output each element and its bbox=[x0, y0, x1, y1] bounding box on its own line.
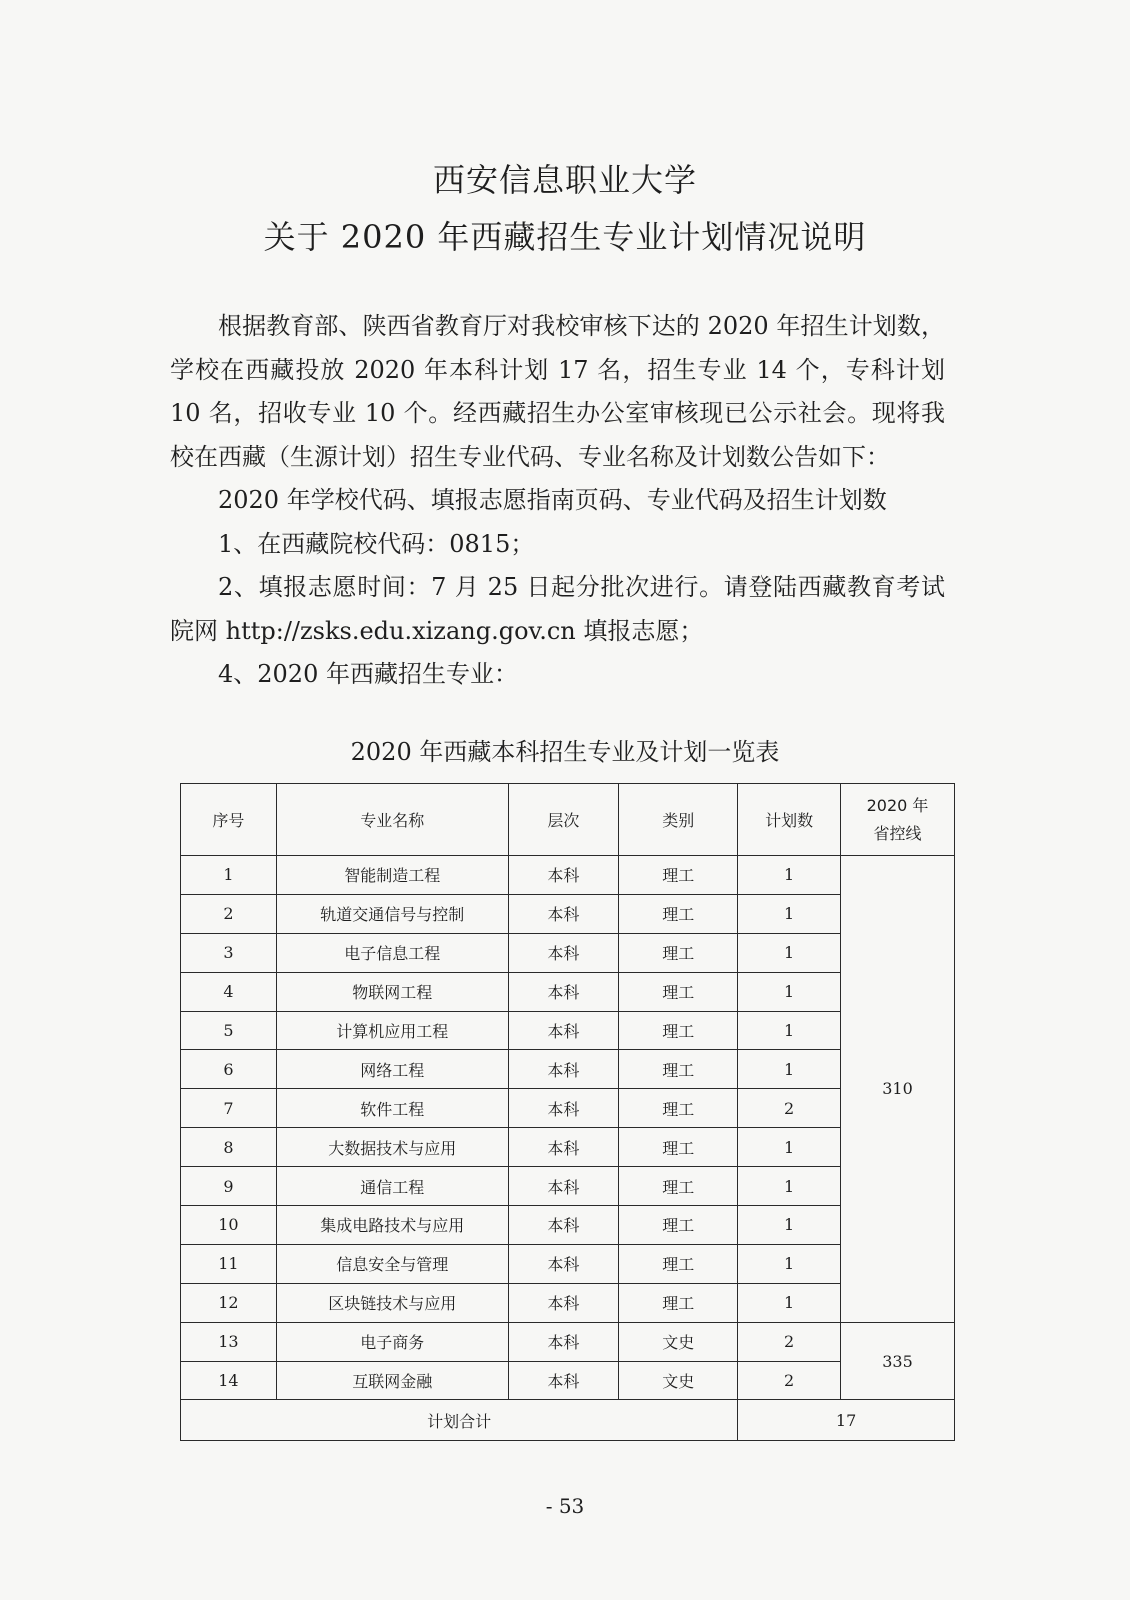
document-body bbox=[170, 305, 945, 697]
cell-category: 理工 bbox=[619, 1206, 738, 1245]
table-header-row bbox=[181, 784, 955, 856]
cell-plan: 1 bbox=[738, 1283, 841, 1322]
cell-plan: 1 bbox=[738, 1050, 841, 1089]
cell-level: 本科 bbox=[508, 894, 619, 933]
table-row bbox=[181, 1244, 955, 1283]
cell-level: 本科 bbox=[508, 1244, 619, 1283]
header-major: 专业名称 bbox=[276, 784, 508, 856]
intro-paragraph: 根据教育部、陕西省教育厅对我校审核下达的 2020 年招生计划数，学校在西藏投放 2020 年本科计划 17 名，招生专业 14 个，专科计划 10 名，招收专业 10 个。经西藏招生办公室审核现已公示社会。现将我校在西藏（生源计划）招生专业代码、专业名称及计划数公告如下： bbox=[170, 312, 945, 471]
cell-level: 本科 bbox=[508, 1011, 619, 1050]
cell-category: 理工 bbox=[619, 894, 738, 933]
table-row bbox=[181, 933, 955, 972]
cell-category: 理工 bbox=[619, 1089, 738, 1128]
table-row bbox=[181, 1089, 955, 1128]
cell-seq: 8 bbox=[181, 1128, 277, 1167]
total-row bbox=[181, 1400, 955, 1441]
cell-level: 本科 bbox=[508, 1167, 619, 1206]
cell-major: 网络工程 bbox=[276, 1050, 508, 1089]
total-label: 计划合计 bbox=[181, 1400, 738, 1441]
table-body bbox=[181, 856, 955, 1400]
table-row bbox=[181, 1322, 955, 1361]
cell-level: 本科 bbox=[508, 1283, 619, 1322]
cell-major: 智能制造工程 bbox=[276, 856, 508, 895]
cell-major: 物联网工程 bbox=[276, 972, 508, 1011]
table-row bbox=[181, 1050, 955, 1089]
cell-plan: 1 bbox=[738, 933, 841, 972]
cell-major: 电子信息工程 bbox=[276, 933, 508, 972]
cell-seq: 3 bbox=[181, 933, 277, 972]
cell-major: 软件工程 bbox=[276, 1089, 508, 1128]
cell-plan: 1 bbox=[738, 1011, 841, 1050]
page-number: - 53 bbox=[545, 1494, 585, 1518]
document-title: 西安信息职业大学 bbox=[432, 161, 697, 199]
cell-category: 理工 bbox=[619, 1167, 738, 1206]
cell-major: 互联网金融 bbox=[276, 1361, 508, 1400]
cell-major: 通信工程 bbox=[276, 1167, 508, 1206]
cell-major: 大数据技术与应用 bbox=[276, 1128, 508, 1167]
cell-category: 文史 bbox=[619, 1361, 738, 1400]
table-row bbox=[181, 894, 955, 933]
header-level: 层次 bbox=[508, 784, 619, 856]
table-row bbox=[181, 1011, 955, 1050]
cell-plan: 1 bbox=[738, 856, 841, 895]
cell-category: 理工 bbox=[619, 1128, 738, 1167]
cell-category: 理工 bbox=[619, 1050, 738, 1089]
total-value: 17 bbox=[738, 1400, 955, 1441]
header-control-line: 2020 年省控线 bbox=[841, 784, 955, 856]
cell-category: 理工 bbox=[619, 933, 738, 972]
school-code-item: 1、在西藏院校代码：0815； bbox=[218, 529, 535, 558]
cell-category: 理工 bbox=[619, 856, 738, 895]
cell-seq: 2 bbox=[181, 894, 277, 933]
cell-seq: 11 bbox=[181, 1244, 277, 1283]
cell-major: 区块链技术与应用 bbox=[276, 1283, 508, 1322]
cell-seq: 14 bbox=[181, 1361, 277, 1400]
cell-plan: 1 bbox=[738, 972, 841, 1011]
table-row bbox=[181, 1283, 955, 1322]
cell-level: 本科 bbox=[508, 1206, 619, 1245]
cell-major: 电子商务 bbox=[276, 1322, 508, 1361]
cell-control-line-arts: 335 bbox=[841, 1322, 955, 1400]
cell-seq: 7 bbox=[181, 1089, 277, 1128]
cell-plan: 2 bbox=[738, 1089, 841, 1128]
table-row bbox=[181, 1167, 955, 1206]
cell-plan: 1 bbox=[738, 1128, 841, 1167]
cell-plan: 1 bbox=[738, 1167, 841, 1206]
table-row bbox=[181, 1206, 955, 1245]
cell-level: 本科 bbox=[508, 1322, 619, 1361]
cell-level: 本科 bbox=[508, 856, 619, 895]
header-category: 类别 bbox=[619, 784, 738, 856]
table-row bbox=[181, 1128, 955, 1167]
application-time-item: 2、填报志愿时间：7 月 25 日起分批次进行。请登陆西藏教育考试院网 http://zsks.edu.xizang.gov.cn 填报志愿； bbox=[170, 573, 945, 645]
table-caption: 2020 年西藏本科招生专业及计划一览表 bbox=[350, 738, 780, 766]
header-plan: 计划数 bbox=[738, 784, 841, 856]
table-row bbox=[181, 1361, 955, 1400]
cell-major: 信息安全与管理 bbox=[276, 1244, 508, 1283]
cell-seq: 4 bbox=[181, 972, 277, 1011]
cell-seq: 10 bbox=[181, 1206, 277, 1245]
cell-level: 本科 bbox=[508, 972, 619, 1011]
cell-seq: 6 bbox=[181, 1050, 277, 1089]
cell-category: 理工 bbox=[619, 972, 738, 1011]
cell-control-line-science: 310 bbox=[841, 856, 955, 1323]
cell-category: 理工 bbox=[619, 1244, 738, 1283]
cell-seq: 5 bbox=[181, 1011, 277, 1050]
cell-level: 本科 bbox=[508, 933, 619, 972]
cell-plan: 2 bbox=[738, 1322, 841, 1361]
cell-major: 轨道交通信号与控制 bbox=[276, 894, 508, 933]
cell-level: 本科 bbox=[508, 1089, 619, 1128]
cell-category: 文史 bbox=[619, 1322, 738, 1361]
table-row bbox=[181, 972, 955, 1011]
cell-category: 理工 bbox=[619, 1011, 738, 1050]
cell-major: 计算机应用工程 bbox=[276, 1011, 508, 1050]
document-subtitle: 关于 2020 年西藏招生专业计划情况说明 bbox=[263, 218, 867, 256]
cell-level: 本科 bbox=[508, 1050, 619, 1089]
cell-category: 理工 bbox=[619, 1283, 738, 1322]
cell-seq: 9 bbox=[181, 1167, 277, 1206]
cell-seq: 12 bbox=[181, 1283, 277, 1322]
cell-plan: 1 bbox=[738, 1244, 841, 1283]
cell-level: 本科 bbox=[508, 1361, 619, 1400]
section-heading: 2020 年学校代码、填报志愿指南页码、专业代码及招生计划数 bbox=[218, 486, 887, 514]
cell-level: 本科 bbox=[508, 1128, 619, 1167]
cell-plan: 1 bbox=[738, 1206, 841, 1245]
header-seq: 序号 bbox=[181, 784, 277, 856]
cell-plan: 1 bbox=[738, 894, 841, 933]
enrollment-plan-table bbox=[180, 783, 955, 1441]
majors-item: 4、2020 年西藏招生专业： bbox=[218, 660, 518, 688]
table-row bbox=[181, 856, 955, 895]
cell-seq: 13 bbox=[181, 1322, 277, 1361]
cell-seq: 1 bbox=[181, 856, 277, 895]
cell-major: 集成电路技术与应用 bbox=[276, 1206, 508, 1245]
cell-plan: 2 bbox=[738, 1361, 841, 1400]
